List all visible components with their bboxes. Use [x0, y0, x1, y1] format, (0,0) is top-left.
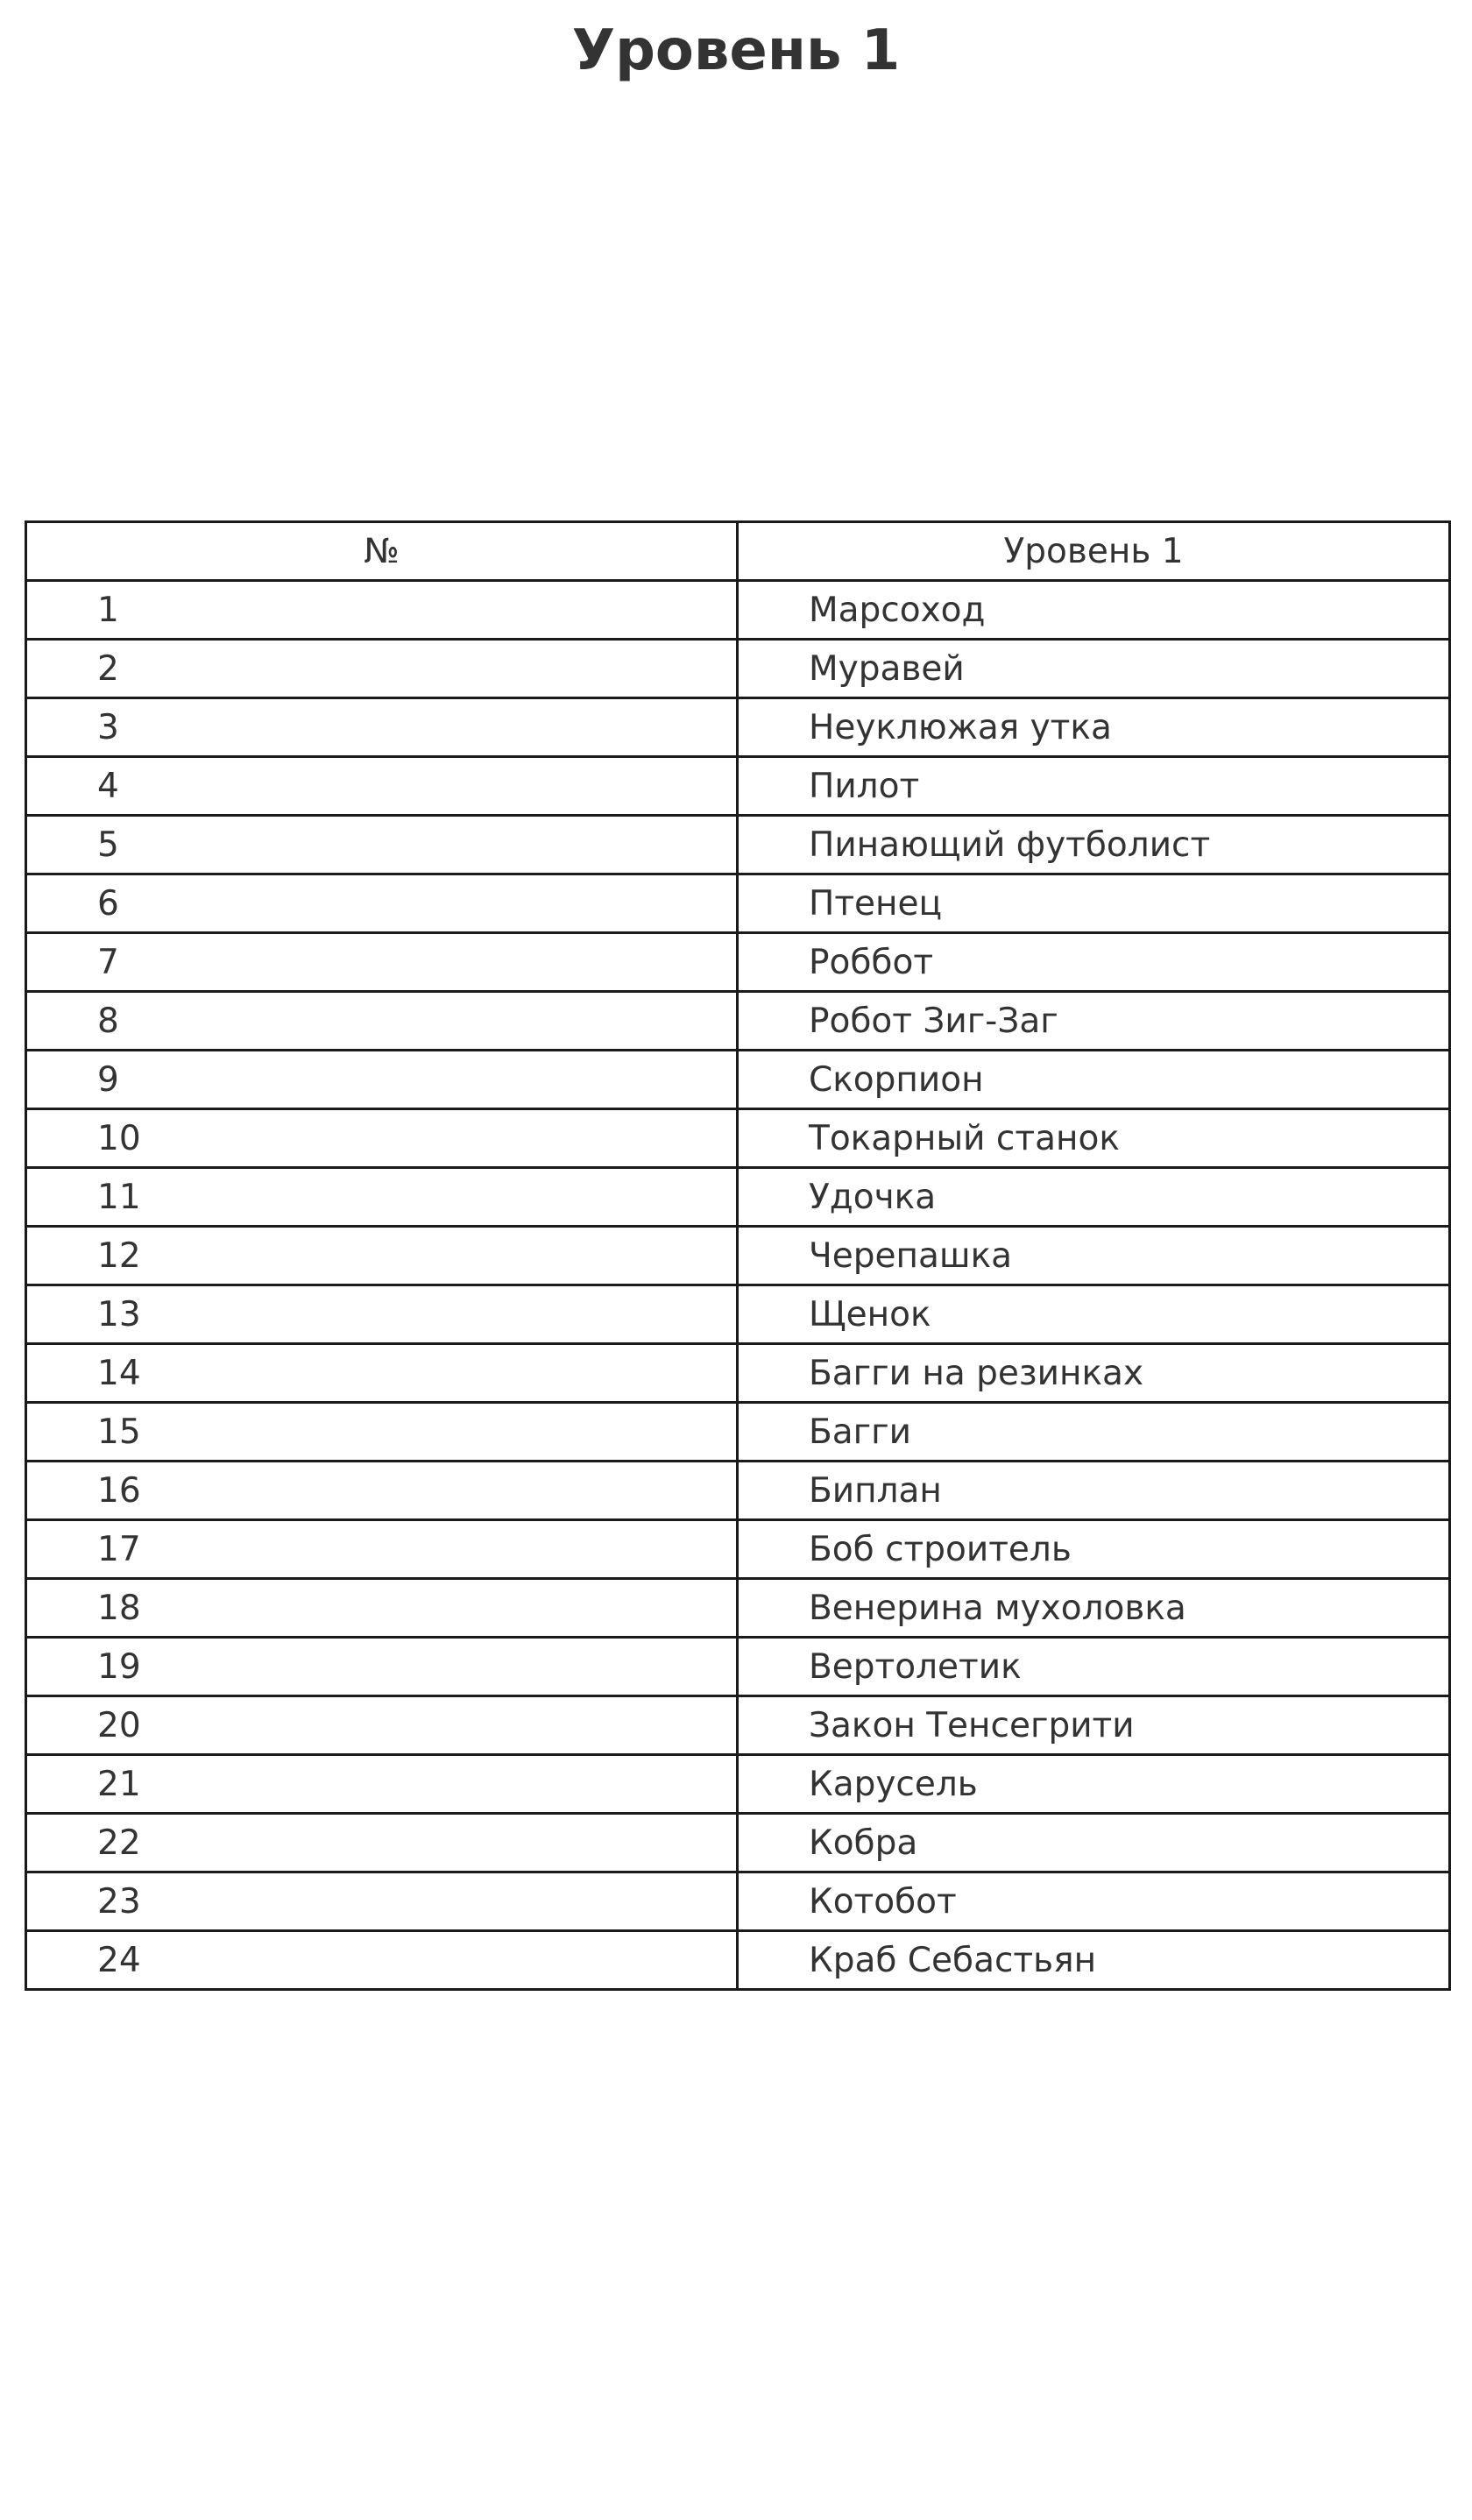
row-number: 24 — [26, 1931, 738, 1990]
table-row — [26, 816, 1450, 874]
row-number: 10 — [26, 1109, 738, 1168]
table-row — [26, 757, 1450, 816]
row-number: 4 — [26, 757, 738, 816]
row-level-name: Неуклюжая утка — [738, 698, 1450, 757]
table-row — [26, 1931, 1450, 1990]
row-number: 22 — [26, 1814, 738, 1872]
page-title: Уровень 1 — [571, 18, 901, 83]
row-number: 18 — [26, 1579, 738, 1638]
row-number: 12 — [26, 1227, 738, 1285]
row-level-name: Черепашка — [738, 1227, 1450, 1285]
table-row — [26, 1051, 1450, 1109]
table-row — [26, 581, 1450, 640]
row-level-name: Карусель — [738, 1755, 1450, 1814]
table-row — [26, 698, 1450, 757]
row-level-name: Краб Себастьян — [738, 1931, 1450, 1990]
table-row — [26, 1462, 1450, 1520]
table-row — [26, 933, 1450, 992]
table-body — [26, 581, 1450, 1990]
row-level-name: Токарный станок — [738, 1109, 1450, 1168]
row-level-name: Робот Зиг-Заг — [738, 992, 1450, 1051]
row-level-name: Вертолетик — [738, 1638, 1450, 1696]
table-row — [26, 1285, 1450, 1344]
row-number: 21 — [26, 1755, 738, 1814]
row-level-name: Скорпион — [738, 1051, 1450, 1109]
row-number: 15 — [26, 1403, 738, 1462]
row-number: 9 — [26, 1051, 738, 1109]
row-number: 7 — [26, 933, 738, 992]
table-row — [26, 1403, 1450, 1462]
row-level-name: Багги на резинках — [738, 1344, 1450, 1403]
row-level-name: Удочка — [738, 1168, 1450, 1227]
table-row — [26, 1109, 1450, 1168]
row-number: 8 — [26, 992, 738, 1051]
row-number: 19 — [26, 1638, 738, 1696]
row-level-name: Кобра — [738, 1814, 1450, 1872]
table-row — [26, 640, 1450, 698]
table-row — [26, 1872, 1450, 1931]
row-number: 1 — [26, 581, 738, 640]
row-level-name: Котобот — [738, 1872, 1450, 1931]
row-number: 2 — [26, 640, 738, 698]
table-row — [26, 1638, 1450, 1696]
row-number: 14 — [26, 1344, 738, 1403]
table-header-row — [26, 522, 1450, 581]
row-level-name: Пинающий футболист — [738, 816, 1450, 874]
row-number: 23 — [26, 1872, 738, 1931]
row-number: 3 — [26, 698, 738, 757]
row-number: 17 — [26, 1520, 738, 1579]
row-level-name: Птенец — [738, 874, 1450, 933]
row-number: 5 — [26, 816, 738, 874]
row-level-name: Роббот — [738, 933, 1450, 992]
row-level-name: Закон Тенсегрити — [738, 1696, 1450, 1755]
table-row — [26, 1520, 1450, 1579]
table-row — [26, 992, 1450, 1051]
row-level-name: Щенок — [738, 1285, 1450, 1344]
row-level-name: Пилот — [738, 757, 1450, 816]
row-level-name: Муравей — [738, 640, 1450, 698]
row-level-name: Биплан — [738, 1462, 1450, 1520]
table-row — [26, 1814, 1450, 1872]
levels-table — [25, 520, 1451, 1991]
table-row — [26, 1579, 1450, 1638]
table-row — [26, 1344, 1450, 1403]
row-number: 13 — [26, 1285, 738, 1344]
table-row — [26, 874, 1450, 933]
table-row — [26, 1227, 1450, 1285]
row-level-name: Боб строитель — [738, 1520, 1450, 1579]
table-row — [26, 1755, 1450, 1814]
table-row — [26, 1168, 1450, 1227]
row-level-name: Марсоход — [738, 581, 1450, 640]
row-level-name: Багги — [738, 1403, 1450, 1462]
row-number: 6 — [26, 874, 738, 933]
table-row — [26, 1696, 1450, 1755]
row-number: 16 — [26, 1462, 738, 1520]
column-header-level: Уровень 1 — [738, 522, 1450, 581]
row-number: 11 — [26, 1168, 738, 1227]
row-level-name: Венерина мухоловка — [738, 1579, 1450, 1638]
column-header-number: № — [26, 522, 738, 581]
row-number: 20 — [26, 1696, 738, 1755]
